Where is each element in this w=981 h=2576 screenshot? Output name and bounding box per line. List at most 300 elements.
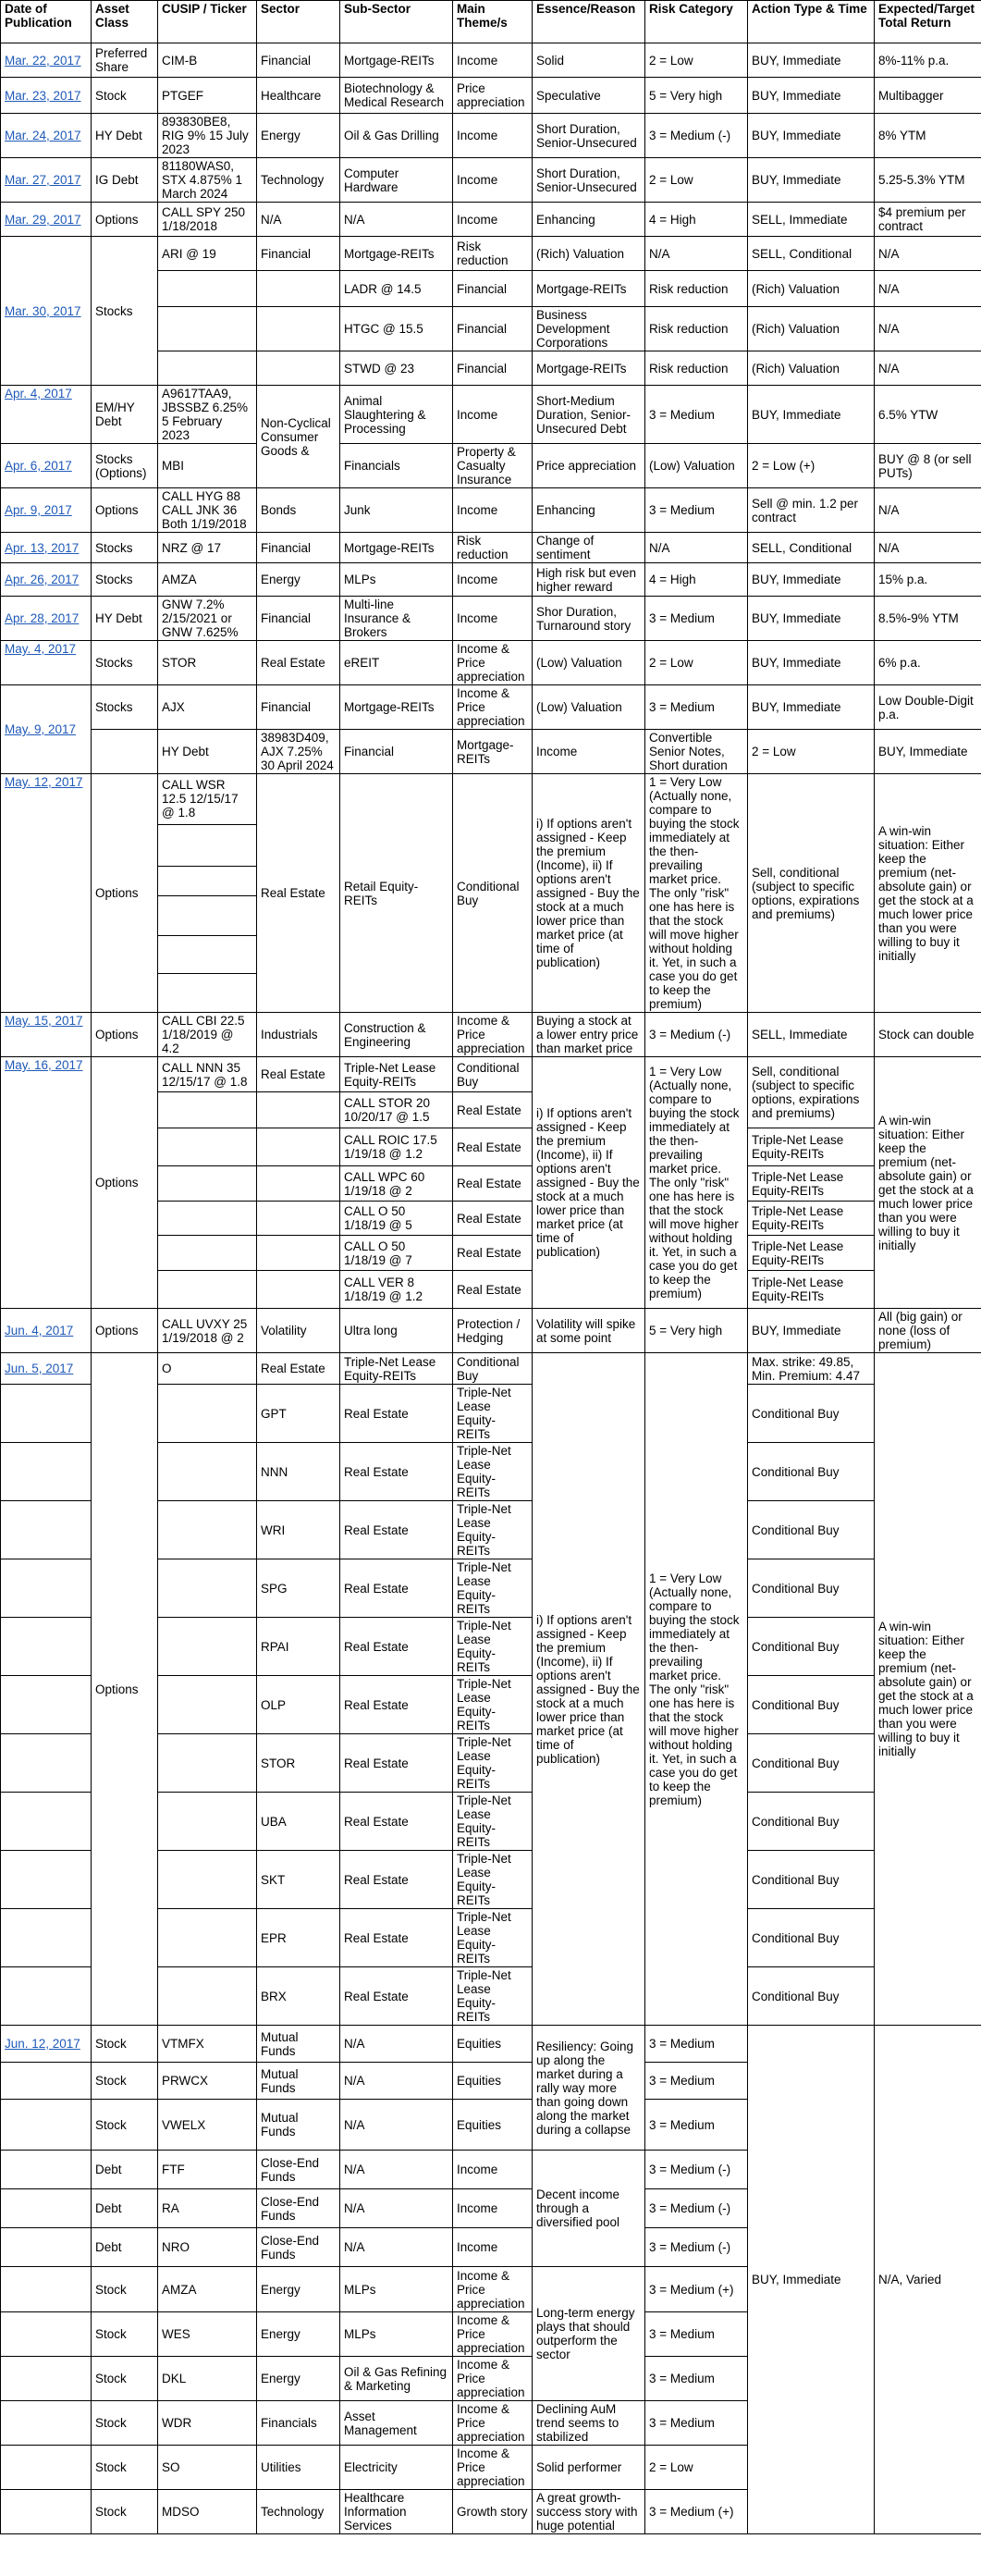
cell-date — [1, 2189, 92, 2228]
cell-essence-reason: Buying a stock at a lower entry price than market price — [533, 1013, 645, 1057]
cell-asset-class: Options — [92, 1309, 158, 1353]
cell-date — [1, 1676, 92, 1734]
cell-sub-sector: HTGC @ 15.5 — [340, 307, 453, 351]
cell-cusip-ticker: CALL CBI 22.5 1/18/2019 @ 4.2 — [158, 1013, 257, 1057]
cell-sector: Energy — [257, 563, 340, 597]
cell-action-type-time: BUY, Immediate — [748, 597, 875, 641]
cell-action-type-time: (Rich) Valuation — [748, 351, 875, 386]
cell-action-type-time: 2 = Low (+) — [748, 444, 875, 488]
cell-risk-category: 3 = Medium (-) — [645, 1013, 748, 1057]
publication-date-link[interactable]: Mar. 27, 2017 — [5, 173, 81, 187]
cell-expected-return: A win-win situation: Either keep the premium (net-absolute gain) or get the stock at a much lower price than you were willing to buy it initially — [875, 774, 981, 1013]
cell-sector: UBA — [257, 1793, 340, 1851]
cell-essence-reason: Change of sentiment — [533, 533, 645, 563]
cell-sub-sector: N/A — [340, 2228, 453, 2267]
publication-date-link[interactable]: May. 16, 2017 — [5, 1058, 83, 1072]
cell-sub-sector: MLPs — [340, 563, 453, 597]
publication-date-link[interactable]: Apr. 13, 2017 — [5, 540, 80, 555]
cell-asset-class: Options — [92, 774, 158, 1013]
cell-date — [1, 114, 92, 158]
cell-date — [1, 1909, 92, 1967]
cell-risk-category: Risk reduction — [645, 271, 748, 307]
cell-main-theme: Income & Price appreciation — [453, 2446, 533, 2490]
cell-action-type-time: Conditional Buy — [748, 1618, 875, 1676]
cell-asset-class: IG Debt — [92, 158, 158, 203]
cell-main-theme: Triple-Net Lease Equity-REITs — [453, 1501, 533, 1559]
cell-sub-sector: Animal Slaughtering & Processing — [340, 386, 453, 444]
cell-cusip-ticker: CALL SPY 250 1/18/2018 — [158, 203, 257, 237]
cell-cusip-ticker: MDSO — [158, 2490, 257, 2534]
cell-asset-class: Stocks (Options) — [92, 444, 158, 488]
cell-action-type-time: Triple-Net Lease Equity-REITs — [748, 1166, 875, 1202]
cell-main-theme: Growth story — [453, 2490, 533, 2534]
cell-cusip-ticker: CIM-B — [158, 43, 257, 78]
cell-action-type-time: (Rich) Valuation — [748, 307, 875, 351]
cell-date — [1, 1618, 92, 1676]
cell-risk-category: 2 = Low — [645, 2446, 748, 2490]
cell-action-type-time: Conditional Buy — [748, 1559, 875, 1618]
cell-expected-return: N/A — [875, 533, 981, 563]
cell-expected-return: 6.5% YTW — [875, 386, 981, 444]
cell-cusip-ticker: STOR — [158, 641, 257, 685]
cell-date — [1, 203, 92, 237]
cell-action-type-time: Max. strike: 49.85, Min. Premium: 4.47 — [748, 1353, 875, 1385]
cell-action-type-time: SELL, Immediate — [748, 1013, 875, 1057]
cell-essence-reason: Short-Medium Duration, Senior-Unsecured Debt — [533, 386, 645, 444]
cell-cusip-ticker: NRO — [158, 2228, 257, 2267]
publication-date-link[interactable]: Apr. 26, 2017 — [5, 573, 80, 586]
cell-main-theme: Risk reduction — [453, 237, 533, 271]
cell-sector: GPT — [257, 1385, 340, 1443]
cell-sub-sector: Financials — [340, 444, 453, 488]
cell-sector — [257, 1166, 340, 1202]
cell-date — [1, 1851, 92, 1909]
cell-main-theme: Income — [453, 563, 533, 597]
cell-risk-category: 3 = Medium — [645, 386, 748, 444]
table-row — [1, 114, 981, 158]
cell-risk-category: 3 = Medium — [645, 2100, 748, 2151]
cell-asset-class: Stock — [92, 2401, 158, 2446]
cell-date — [1, 1309, 92, 1353]
cell-sector: Mutual Funds — [257, 2100, 340, 2151]
cell-expected-return: 8%-11% p.a. — [875, 43, 981, 78]
cell-cusip-ticker — [158, 895, 257, 935]
cell-main-theme: Income — [453, 386, 533, 444]
cell-sub-sector: Construction & Engineering — [340, 1013, 453, 1057]
cell-sector: Financials — [257, 2401, 340, 2446]
cell-asset-class: Options — [92, 1013, 158, 1057]
cell-risk-category: N/A — [645, 237, 748, 271]
cell-cusip-ticker — [158, 1559, 257, 1618]
cell-cusip-ticker: MBI — [158, 444, 257, 488]
cell-asset-class: Stocks — [92, 237, 158, 386]
cell-cusip-ticker: WES — [158, 2312, 257, 2357]
cell-date — [1, 563, 92, 597]
cell-expected-return: 15% p.a. — [875, 563, 981, 597]
cell-action-type-time: Conditional Buy — [748, 1676, 875, 1734]
cell-essence-reason: i) If options aren't assigned - Keep the premium (Income), ii) If options aren't assigned - Buy the stock at a much lower price than market price (at time of publication) — [533, 774, 645, 1013]
cell-expected-return: A win-win situation: Either keep the premium (net-absolute gain) or get the stock at a much lower price than you were willing to buy it initially — [875, 1353, 981, 2026]
cell-date — [1, 1057, 92, 1309]
publication-date-link[interactable]: Mar. 24, 2017 — [5, 129, 81, 142]
cell-action-type-time: BUY, Immediate — [748, 114, 875, 158]
cell-sub-sector: Real Estate — [340, 1443, 453, 1501]
cell-cusip-ticker — [158, 1734, 257, 1793]
cell-sub-sector: N/A — [340, 2189, 453, 2228]
cell-essence-reason: Mortgage-REITs — [533, 271, 645, 307]
cell-asset-class: EM/HY Debt — [92, 386, 158, 444]
cell-main-theme: Conditional Buy — [453, 1353, 533, 1385]
publication-date-link[interactable]: Jun. 4, 2017 — [5, 1324, 74, 1337]
cell-sub-sector: Mortgage-REITs — [340, 533, 453, 563]
cell-asset-class: Stock — [92, 2357, 158, 2401]
cell-main-theme: Equities — [453, 2100, 533, 2151]
cell-cusip-ticker: GNW 7.2% 2/15/2021 or GNW 7.625% — [158, 597, 257, 641]
cell-sub-sector: Oil & Gas Drilling — [340, 114, 453, 158]
cell-sub-sector: Healthcare Information Services — [340, 2490, 453, 2534]
cell-action-type-time: BUY, Immediate — [748, 43, 875, 78]
cell-expected-return: 8% YTM — [875, 114, 981, 158]
cell-cusip-ticker: RA — [158, 2189, 257, 2228]
cell-date — [1, 2401, 92, 2446]
cell-risk-category: 3 = Medium — [645, 488, 748, 533]
cell-asset-class: HY Debt — [92, 597, 158, 641]
cell-expected-return: Stock can double — [875, 1013, 981, 1057]
cell-essence-reason: Speculative — [533, 78, 645, 114]
cell-cusip-ticker: AMZA — [158, 563, 257, 597]
column-header-main-theme: Main Theme/s — [453, 1, 533, 43]
table-row — [1, 444, 981, 488]
cell-risk-category: 3 = Medium (-) — [645, 2189, 748, 2228]
cell-action-type-time: Triple-Net Lease Equity-REITs — [748, 1271, 875, 1309]
cell-cusip-ticker: 81180WAS0, STX 4.875% 1 March 2024 — [158, 158, 257, 203]
cell-sub-sector: Real Estate — [340, 1967, 453, 2026]
cell-asset-class: Debt — [92, 2228, 158, 2267]
cell-sub-sector: Ultra long — [340, 1309, 453, 1353]
publication-date-link[interactable]: May. 9, 2017 — [5, 722, 77, 736]
cell-cusip-ticker: FTF — [158, 2151, 257, 2189]
cell-action-type-time: Conditional Buy — [748, 1851, 875, 1909]
cell-action-type-time: Sell, conditional (subject to specific options, expirations and premiums) — [748, 1057, 875, 1128]
cell-sector: Financial — [257, 237, 340, 271]
cell-main-theme: Triple-Net Lease Equity-REITs — [453, 1385, 533, 1443]
cell-cusip-ticker — [158, 1851, 257, 1909]
cell-risk-category: Risk reduction — [645, 307, 748, 351]
cell-essence-reason: Enhancing — [533, 488, 645, 533]
cell-cusip-ticker — [158, 824, 257, 866]
cell-date — [1, 597, 92, 641]
cell-essence-reason: Shor Duration, Turnaround story — [533, 597, 645, 641]
cell-date — [1, 1793, 92, 1851]
cell-sub-sector: Multi-line Insurance & Brokers — [340, 597, 453, 641]
cell-main-theme: Real Estate — [453, 1202, 533, 1236]
cell-sector: Energy — [257, 2312, 340, 2357]
cell-sub-sector: N/A — [340, 2151, 453, 2189]
cell-cusip-ticker: AJX — [158, 685, 257, 730]
cell-date — [1, 1385, 92, 1443]
cell-essence-reason: Price appreciation — [533, 444, 645, 488]
table-header-row — [1, 1, 981, 43]
cell-action-type-time: Conditional Buy — [748, 1793, 875, 1851]
cell-cusip-ticker — [158, 1443, 257, 1501]
cell-main-theme: Financial — [453, 307, 533, 351]
cell-cusip-ticker — [158, 1092, 257, 1128]
cell-date — [1, 1443, 92, 1501]
cell-expected-return: BUY, Immediate — [875, 730, 981, 774]
cell-asset-class: Debt — [92, 2189, 158, 2228]
cell-sector: OLP — [257, 1676, 340, 1734]
cell-cusip-ticker: HY Debt — [158, 730, 257, 774]
cell-expected-return: All (big gain) or none (loss of premium) — [875, 1309, 981, 1353]
cell-risk-category: 1 = Very Low (Actually none, compare to buying the stock immediately at the then-prevailing market price. The only "risk" one has here is that the stock will move higher without holding it. Yet, in such a case you do get to keep the premium) — [645, 774, 748, 1013]
cell-date — [1, 1501, 92, 1559]
cell-essence-reason: Short Duration, Senior-Unsecured — [533, 114, 645, 158]
cell-risk-category: 2 = Low — [645, 43, 748, 78]
cell-sector — [257, 1236, 340, 1271]
cell-main-theme: Triple-Net Lease Equity-REITs — [453, 1734, 533, 1793]
cell-date — [1, 1013, 92, 1057]
cell-main-theme: Real Estate — [453, 1236, 533, 1271]
cell-essence-reason: Solid performer — [533, 2446, 645, 2490]
cell-main-theme: Price appreciation — [453, 78, 533, 114]
publication-date-link[interactable]: Jun. 5, 2017 — [5, 1362, 74, 1375]
cell-cusip-ticker: PTGEF — [158, 78, 257, 114]
cell-date — [1, 2446, 92, 2490]
cell-asset-class: Options — [92, 1057, 158, 1309]
cell-action-type-time: BUY, Immediate — [748, 1309, 875, 1353]
cell-cusip-ticker — [158, 271, 257, 307]
cell-expected-return: Multibagger — [875, 78, 981, 114]
cell-cusip-ticker — [158, 1909, 257, 1967]
cell-risk-category: 3 = Medium — [645, 2357, 748, 2401]
cell-sub-sector: Real Estate — [340, 1501, 453, 1559]
cell-sub-sector: Mortgage-REITs — [340, 43, 453, 78]
cell-essence-reason: (Low) Valuation — [533, 641, 645, 685]
cell-expected-return: N/A — [875, 271, 981, 307]
cell-sector: BRX — [257, 1967, 340, 2026]
publication-date-link[interactable]: Jun. 12, 2017 — [5, 2037, 80, 2051]
cell-essence-reason: Declining AuM trend seems to stabilized — [533, 2401, 645, 2446]
cell-action-type-time: Conditional Buy — [748, 1909, 875, 1967]
cell-risk-category: 5 = Very high — [645, 78, 748, 114]
cell-expected-return: N/A, Varied — [875, 2026, 981, 2534]
cell-main-theme: Real Estate — [453, 1271, 533, 1309]
cell-asset-class: Options — [92, 203, 158, 237]
cell-asset-class: Stock — [92, 2026, 158, 2063]
cell-risk-category: N/A — [645, 533, 748, 563]
table-row — [1, 730, 981, 774]
cell-sector: Financial — [257, 597, 340, 641]
cell-sector: NNN — [257, 1443, 340, 1501]
cell-asset-class: Stocks — [92, 641, 158, 685]
table-row — [1, 237, 981, 271]
cell-date — [1, 237, 92, 386]
cell-date — [1, 1967, 92, 2026]
cell-sub-sector: CALL VER 8 1/18/19 @ 1.2 — [340, 1271, 453, 1309]
cell-sector: Healthcare — [257, 78, 340, 114]
cell-cusip-ticker — [158, 1967, 257, 2026]
cell-action-type-time: Triple-Net Lease Equity-REITs — [748, 1128, 875, 1166]
cell-sub-sector: CALL STOR 20 10/20/17 @ 1.5 — [340, 1092, 453, 1128]
table-row — [1, 533, 981, 563]
table-body — [1, 43, 981, 2534]
cell-asset-class: HY Debt — [92, 114, 158, 158]
cell-cusip-ticker: PRWCX — [158, 2063, 257, 2100]
cell-asset-class: Stock — [92, 2490, 158, 2534]
cell-sector: Close-End Funds — [257, 2151, 340, 2189]
cell-main-theme: Income — [453, 158, 533, 203]
cell-sub-sector: STWD @ 23 — [340, 351, 453, 386]
cell-action-type-time: 2 = Low — [748, 730, 875, 774]
cell-action-type-time: Sell @ min. 1.2 per contract — [748, 488, 875, 533]
cell-asset-class: Stocks — [92, 533, 158, 563]
table-row — [1, 43, 981, 78]
cell-action-type-time: SELL, Conditional — [748, 533, 875, 563]
publication-date-link[interactable]: Mar. 30, 2017 — [5, 303, 81, 318]
cell-date — [1, 2228, 92, 2267]
cell-essence-reason: Decent income through a diversified pool — [533, 2151, 645, 2267]
cell-sector: Mutual Funds — [257, 2026, 340, 2063]
cell-date — [1, 158, 92, 203]
cell-main-theme: Income — [453, 2189, 533, 2228]
cell-action-type-time: BUY, Immediate — [748, 685, 875, 730]
cell-action-type-time: Conditional Buy — [748, 1443, 875, 1501]
cell-main-theme: Real Estate — [453, 1128, 533, 1166]
cell-risk-category: 3 = Medium — [645, 2401, 748, 2446]
cell-action-type-time: BUY, Immediate — [748, 78, 875, 114]
cell-sector: Financial — [257, 685, 340, 730]
publication-date-link[interactable]: May. 12, 2017 — [5, 775, 83, 789]
cell-cusip-ticker — [158, 1236, 257, 1271]
cell-action-type-time: Conditional Buy — [748, 1501, 875, 1559]
cell-sector: N/A — [257, 203, 340, 237]
cell-essence-reason: High risk but even higher reward — [533, 563, 645, 597]
cell-sector: Industrials — [257, 1013, 340, 1057]
cell-main-theme: Triple-Net Lease Equity-REITs — [453, 1443, 533, 1501]
cell-asset-class: Preferred Share — [92, 43, 158, 78]
cell-cusip-ticker — [158, 1618, 257, 1676]
cell-expected-return: 6% p.a. — [875, 641, 981, 685]
cell-expected-return: N/A — [875, 237, 981, 271]
cell-expected-return: Low Double-Digit p.a. — [875, 685, 981, 730]
publication-date-link[interactable]: Apr. 4, 2017 — [5, 387, 72, 401]
publication-date-link[interactable]: Apr. 9, 2017 — [5, 503, 72, 517]
cell-risk-category: 3 = Medium (-) — [645, 2228, 748, 2267]
cell-cusip-ticker — [158, 867, 257, 896]
cell-date — [1, 386, 92, 444]
cell-sector: Close-End Funds — [257, 2228, 340, 2267]
cell-sector: STOR — [257, 1734, 340, 1793]
cell-essence-reason: Short Duration, Senior-Unsecured — [533, 158, 645, 203]
publication-date-link[interactable]: Mar. 23, 2017 — [5, 88, 81, 103]
table-row — [1, 685, 981, 730]
cell-sub-sector: CALL O 50 1/18/19 @ 5 — [340, 1202, 453, 1236]
table-row — [1, 774, 981, 825]
cell-main-theme: Income — [453, 114, 533, 158]
cell-sub-sector: Triple-Net Lease Equity-REITs — [340, 1057, 453, 1092]
cell-sector: Technology — [257, 158, 340, 203]
cell-action-type-time: BUY, Immediate — [748, 386, 875, 444]
cell-action-type-time: SELL, Conditional — [748, 237, 875, 271]
cell-cusip-ticker — [158, 936, 257, 974]
cell-main-theme: Conditional Buy — [453, 774, 533, 1013]
cell-asset-class: Stock — [92, 2312, 158, 2357]
column-header-asset-class: Asset Class — [92, 1, 158, 43]
cell-sector: Technology — [257, 2490, 340, 2534]
table-row — [1, 1057, 981, 1092]
publication-date-link[interactable]: May. 15, 2017 — [5, 1014, 83, 1028]
column-header-risk-category: Risk Category — [645, 1, 748, 43]
cell-sub-sector: CALL WPC 60 1/19/18 @ 2 — [340, 1166, 453, 1202]
publication-date-link[interactable]: Mar. 22, 2017 — [5, 53, 81, 68]
column-header-essence-reason: Essence/Reason — [533, 1, 645, 43]
cell-sector: Bonds — [257, 488, 340, 533]
cell-date — [1, 444, 92, 488]
cell-risk-category: 3 = Medium (+) — [645, 2267, 748, 2312]
cell-sub-sector: MLPs — [340, 2267, 453, 2312]
cell-cusip-ticker — [158, 973, 257, 1012]
cell-main-theme: Financial — [453, 271, 533, 307]
cell-sector: Volatility — [257, 1309, 340, 1353]
cell-cusip-ticker: CALL WSR 12.5 12/15/17 @ 1.8 — [158, 774, 257, 825]
cell-sub-sector: Real Estate — [340, 1851, 453, 1909]
cell-risk-category: 3 = Medium — [645, 2312, 748, 2357]
table-row — [1, 1013, 981, 1057]
cell-main-theme: Income & Price appreciation — [453, 2401, 533, 2446]
publication-date-link[interactable]: Mar. 29, 2017 — [5, 212, 81, 227]
cell-cusip-ticker — [158, 1793, 257, 1851]
cell-sub-sector: Electricity — [340, 2446, 453, 2490]
cell-sub-sector: MLPs — [340, 2312, 453, 2357]
cell-action-type-time: Conditional Buy — [748, 1734, 875, 1793]
table-row — [1, 1309, 981, 1353]
cell-sector: Mutual Funds — [257, 2063, 340, 2100]
cell-cusip-ticker: VWELX — [158, 2100, 257, 2151]
cell-risk-category: 5 = Very high — [645, 1309, 748, 1353]
cell-main-theme: Mortgage-REITs — [453, 730, 533, 774]
cell-sector: Real Estate — [257, 1353, 340, 1385]
cell-essence-reason: Long-term energy plays that should outperform the sector — [533, 2267, 645, 2401]
cell-main-theme: Triple-Net Lease Equity-REITs — [453, 1676, 533, 1734]
publication-date-link[interactable]: Apr. 28, 2017 — [5, 611, 80, 625]
cell-main-theme: Real Estate — [453, 1092, 533, 1128]
cell-date — [1, 2490, 92, 2534]
cell-essence-reason: A great growth-success story with huge potential — [533, 2490, 645, 2534]
cell-action-type-time: BUY, Immediate — [748, 158, 875, 203]
cell-main-theme: Triple-Net Lease Equity-REITs — [453, 1559, 533, 1618]
cell-main-theme: Triple-Net Lease Equity-REITs — [453, 1909, 533, 1967]
cell-action-type-time: Conditional Buy — [748, 1385, 875, 1443]
cell-asset-class: Stock — [92, 2446, 158, 2490]
cell-risk-category: 1 = Very Low (Actually none, compare to buying the stock immediately at the then-prevailing market price. The only "risk" one has here is that the stock will move higher without holding it. Yet, in such a case you do get to keep the premium) — [645, 1057, 748, 1309]
cell-cusip-ticker: A9617TAA9, JBSSBZ 6.25% 5 February 2023 — [158, 386, 257, 444]
cell-risk-category: Convertible Senior Notes, Short duration — [645, 730, 748, 774]
cell-date — [1, 43, 92, 78]
cell-essence-reason: i) If options aren't assigned - Keep the premium (Income), ii) If options aren't assigned - Buy the stock at a much lower price than market price (at time of publication) — [533, 1057, 645, 1309]
publication-date-link[interactable]: Apr. 6, 2017 — [5, 459, 72, 473]
cell-cusip-ticker: CALL UVXY 25 1/19/2018 @ 2 — [158, 1309, 257, 1353]
cell-cusip-ticker: NRZ @ 17 — [158, 533, 257, 563]
table-row — [1, 641, 981, 685]
cell-expected-return: N/A — [875, 351, 981, 386]
cell-date — [1, 2312, 92, 2357]
cell-cusip-ticker — [158, 1501, 257, 1559]
cell-main-theme: Financial — [453, 351, 533, 386]
column-header-sub-sector: Sub-Sector — [340, 1, 453, 43]
publication-date-link[interactable]: May. 4, 2017 — [5, 642, 77, 656]
cell-cusip-ticker: CALL NNN 35 12/15/17 @ 1.8 — [158, 1057, 257, 1092]
cell-action-type-time: BUY, Immediate — [748, 641, 875, 685]
